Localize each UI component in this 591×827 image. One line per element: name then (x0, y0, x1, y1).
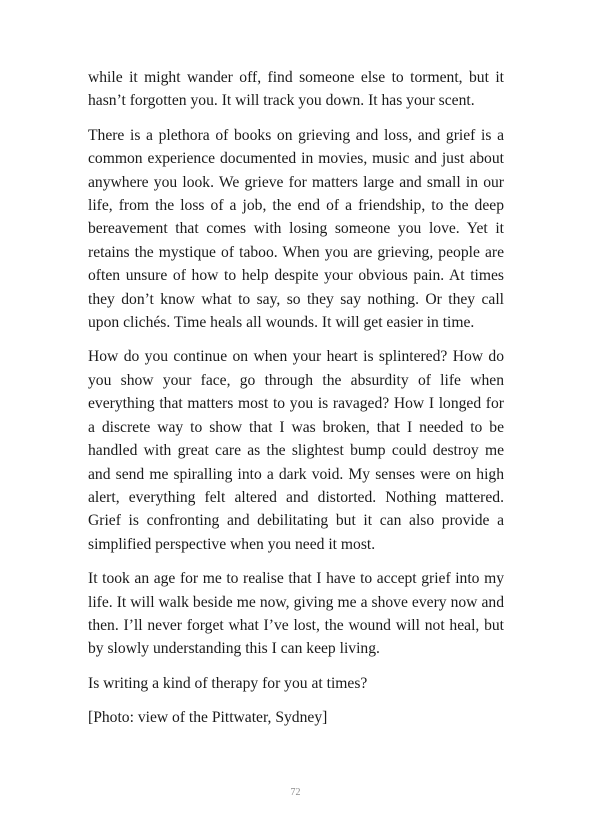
photo-caption: [Photo: view of the Pittwater, Sydney] (88, 709, 328, 727)
body-text (88, 66, 504, 741)
question-line: Is writing a kind of therapy for you at times? (88, 674, 368, 692)
paragraph-grief-books: There is a plethora of books on grieving and loss, and grief is a common experience documented in movies, music and just about anywhere you look. We grieve for matters large and small in our life, from the loss of a job, the end of a friendship, to the deep bereavement that comes with losing someone you love. Yet it retains the mystique of taboo. When you are grieving, people are often unsure of how to help despite your obvious pain. At times they don’t know what to say, so they say nothing. Or they call upon clichés. Time heals all wounds. It will get easier in time. (88, 126, 504, 332)
paragraph-splintered-heart: How do you continue on when your heart is splintered? How do you show your face, go through the absurdity of life when everything that matters most to you is ravaged? How I longed for a discrete way to show that I was broken, that I needed to be handled with great care as the slightest bump could destroy me and send me spiralling into a dark void. My senses were on high alert, everything felt altered and distorted. Nothing mattered. Grief is confronting and debilitating but it can also provide a simplified perspective when you need it most. (88, 348, 504, 553)
paragraph-continuation: while it might wander off, find someone else to torment, but it hasn’t forgotten you. It will track you down. It has your scent. (88, 69, 504, 110)
paragraph-accept-grief: It took an age for me to realise that I have to accept grief into my life. It will walk beside me now, giving me a shove every now and then. I’ll never forget what I’ve lost, the wound will not heal, but by slowly understanding this I can keep living. (88, 570, 504, 658)
page-number: 72 (290, 787, 301, 798)
